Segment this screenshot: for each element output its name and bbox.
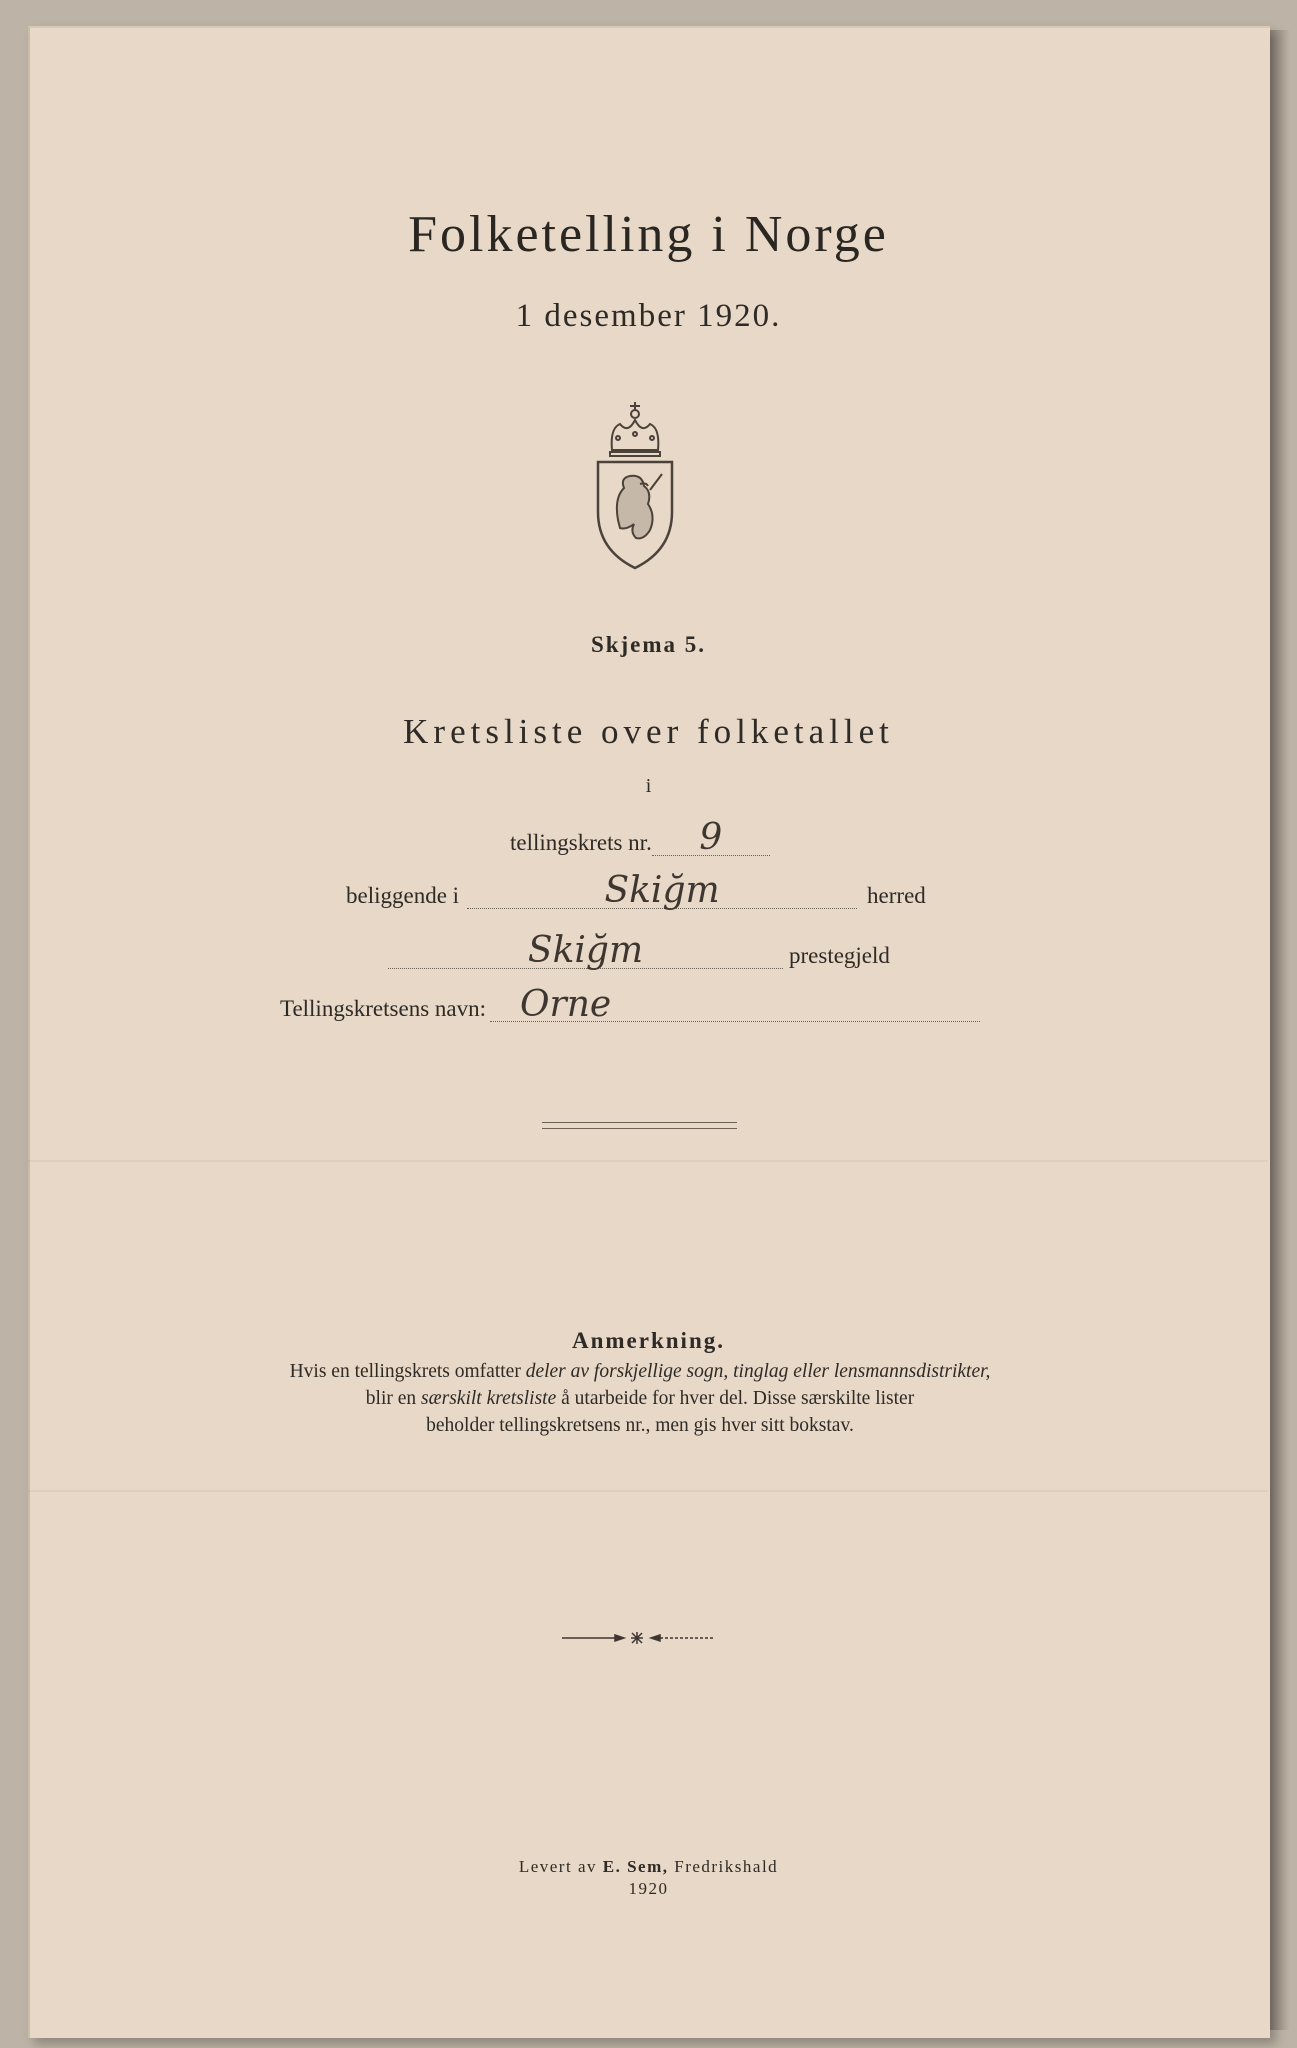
remark-title: Anmerkning. [572,1328,725,1353]
herred-field[interactable] [467,870,857,911]
remark-line-2: blir en særskilt kretsliste å utarbeide for hver del. Disse særskilte lister [365,1388,915,1409]
prestegjeld-suffix: prestegjeld [789,943,890,968]
connector-word: i [645,775,652,797]
document-date: 1 desember 1920. [515,298,782,334]
section-divider [542,1122,737,1129]
norwegian-lion-coat-of-arms-icon [590,400,680,570]
prestegjeld-field[interactable] [388,930,783,971]
krets-name-value: Orne [520,984,612,1025]
krets-name-label: Tellingskretsens navn: [280,996,486,1021]
herred-value: Skiğm [604,870,720,911]
printer-credit [0,1856,1297,1900]
beliggende-label: beliggende i [346,883,460,908]
form-number: Skjema 5. [590,632,707,657]
herred-suffix: herred [867,883,926,908]
paper-crease [28,1490,1268,1492]
krets-number-row [510,817,770,858]
krets-number-label: tellingskrets nr. [510,830,652,855]
remark-line-1: Hvis en tellingskrets omfatter deler av forskjellige sogn, tinglag eller lensmannsdistrikter, [289,1361,991,1382]
prestegjeld-value: Skiğm [527,930,644,971]
krets-number-value: 9 [699,817,723,858]
prestegjeld-row [388,930,890,971]
ornament-divider-icon [560,1630,715,1646]
remark-line-3: beholder tellingskretsens nr., men gis hver sitt bokstav. [426,1415,854,1436]
krets-name-field[interactable] [490,984,980,1025]
paper-crease [28,1160,1268,1162]
remark-text [200,1358,1080,1439]
printer-line: Levert av E. Sem, Fredrikshald [518,1857,779,1876]
printer-year: 1920 [628,1879,669,1898]
form-heading: Kretsliste over folketallet [403,712,894,751]
krets-number-field[interactable] [652,817,770,858]
krets-name-row [280,984,980,1025]
document-title: Folketelling i Norge [408,206,889,263]
herred-row [346,870,926,911]
